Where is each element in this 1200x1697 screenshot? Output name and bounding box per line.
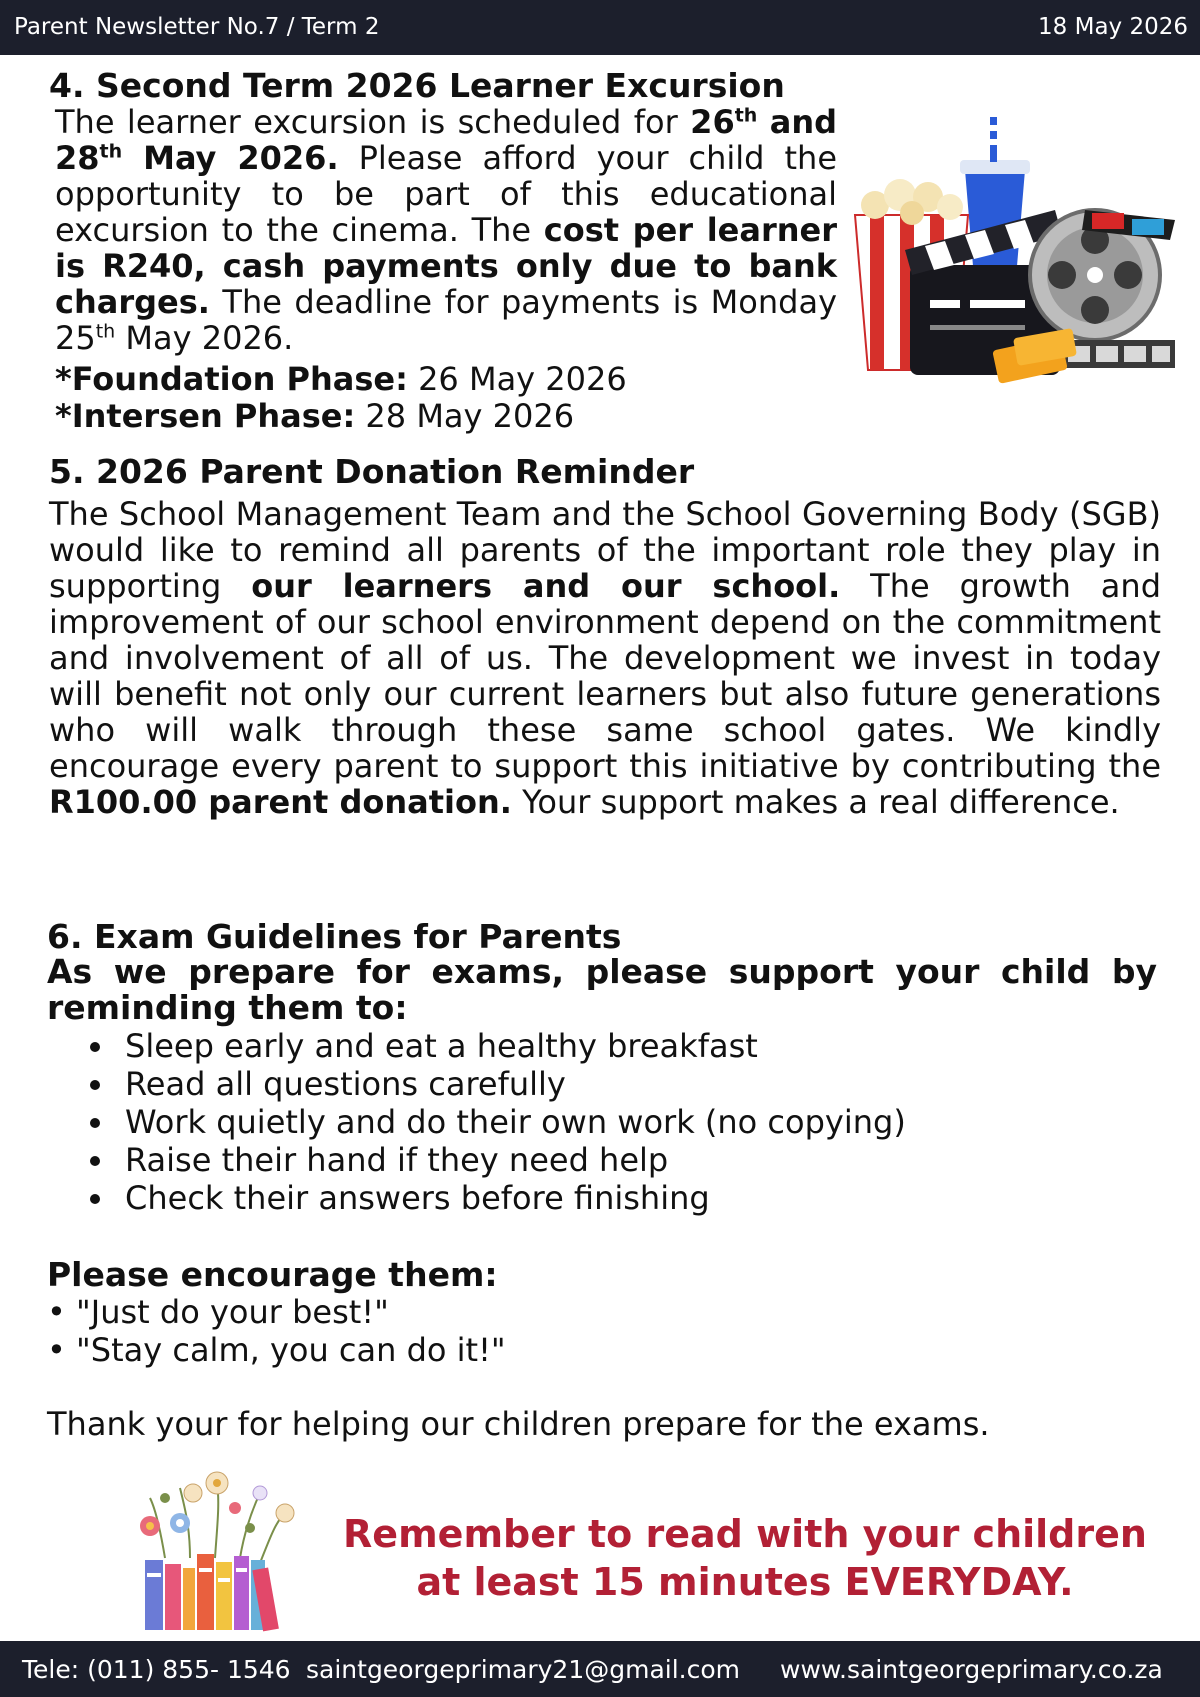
thanks-line: Thank your for helping our children prepare for the exams. (47, 1405, 990, 1443)
footer-bar (0, 1641, 1200, 1697)
intersen-phase: *Intersen Phase: 28 May 2026 (55, 397, 575, 435)
encourage-heading: Please encourage them: (47, 1255, 498, 1294)
foundation-phase: *Foundation Phase: 26 May 2026 (55, 360, 627, 398)
exams-heading: 6. Exam Guidelines for Parents (47, 917, 622, 956)
header-bar (0, 0, 1200, 55)
excursion-paragraph: The learner excursion is scheduled for 26th and 28th May 2026. Please afford your child the opportunity to be part of this educational excursion to the cinema. The cost per learner is R240, cash payments only due to bank charges. The deadline for payments is Monday 25th May 2026. (55, 103, 838, 357)
reminder-line: Remember to read with your children (343, 1512, 1147, 1556)
list-item: • Work quietly and do their own work (no copying) (117, 1103, 906, 1141)
donation-heading: 5. 2026 Parent Donation Reminder (49, 452, 695, 491)
reading-reminder (325, 1510, 1165, 1606)
donation-paragraph: The School Management Team and the School Governing Body (SGB) would like to remind all parents of the important role they play in supporting our learners and our school. The growth and improvement of our school environment depend on the commitment and involvement of all of us. The development we invest in today will benefit not only our current learners but also future generations who will walk through these same school gates. We kindly encourage every parent to support this initiative by contributing the R100.00 parent donation. Your support makes a real difference. (49, 495, 1162, 821)
list-item: • Read all questions carefully (117, 1065, 906, 1103)
newsletter-title: Parent Newsletter No.7 / Term 2 (14, 14, 380, 40)
quote-item: • "Just do your best!" (47, 1293, 389, 1331)
reminder-line: at least 15 minutes EVERYDAY. (416, 1560, 1074, 1604)
exam-tips-list (72, 1027, 906, 1217)
exams-intro: As we prepare for exams, please support your child by reminding them to: (47, 952, 1157, 1027)
cinema-illustration-icon (850, 115, 1180, 390)
footer-website[interactable]: www.saintgeorgeprimary.co.za (780, 1655, 1163, 1684)
footer-telephone: Tele: (011) 855- 1546 (22, 1655, 291, 1684)
newsletter-date: 18 May 2026 (1038, 14, 1188, 40)
quote-item: • "Stay calm, you can do it!" (47, 1331, 506, 1369)
list-item: • Sleep early and eat a healthy breakfast (117, 1027, 906, 1065)
list-item: • Check their answers before finishing (117, 1179, 906, 1217)
list-item: • Raise their hand if they need help (117, 1141, 906, 1179)
books-flowers-icon (135, 1468, 305, 1633)
excursion-heading: 4. Second Term 2026 Learner Excursion (49, 66, 785, 105)
footer-email[interactable]: saintgeorgeprimary21@gmail.com (306, 1655, 740, 1684)
